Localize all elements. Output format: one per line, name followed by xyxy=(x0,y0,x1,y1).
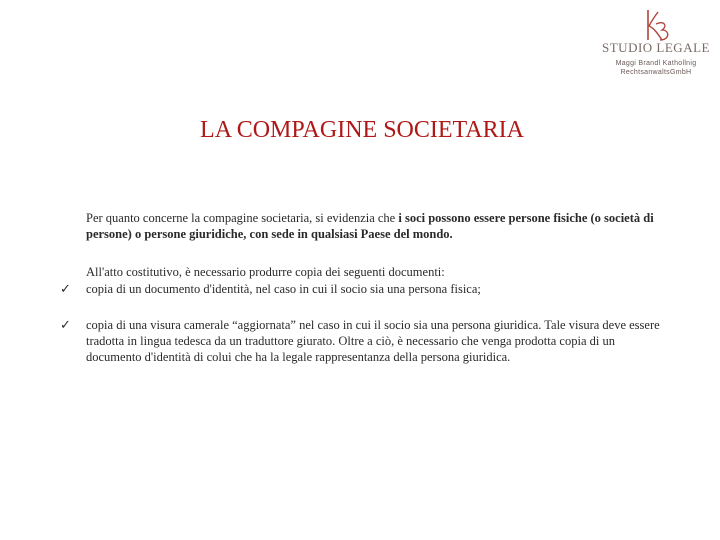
logo-name: STUDIO LEGALE xyxy=(602,40,710,55)
intro-plain-text: Per quanto concerne la compagine societaria, si evidenzia che xyxy=(86,211,399,225)
intro-paragraph xyxy=(86,210,664,242)
check-icon: ✓ xyxy=(60,317,71,332)
check-icon: ✓ xyxy=(60,281,71,296)
bullet-item-id-document: copia di un documento d'identità, nel caso in cui il socio sia una persona fisica; xyxy=(86,282,481,296)
slide-title: LA COMPAGINE SOCIETARIA xyxy=(200,117,524,143)
documents-intro: All'atto costitutivo, è necessario produrre copia dei seguenti documenti: xyxy=(86,265,445,279)
intro-bold-text: i soci possono essere persone fisiche (o società di persone) o persone giuridiche, con sede in qualsiasi Paese del mondo. xyxy=(86,211,654,241)
logo-company-type: RechtsanwaltsGmbH xyxy=(620,69,692,76)
bullet-item-chamber-extract: copia di una visura camerale “aggiornata” nel caso in cui il socio sia una persona giuridica. Tale visura deve essere tradotta in lingua tedesca da un traduttore giurato. Oltre a ciò, è necessario che venga prodotta copia di un documento d'identità di colui che ha la legale rappresentanza della persona giuridica. xyxy=(86,318,660,364)
studio-logo xyxy=(596,6,716,82)
logo-partners: Maggi Brandl Kathollnig xyxy=(615,60,697,67)
